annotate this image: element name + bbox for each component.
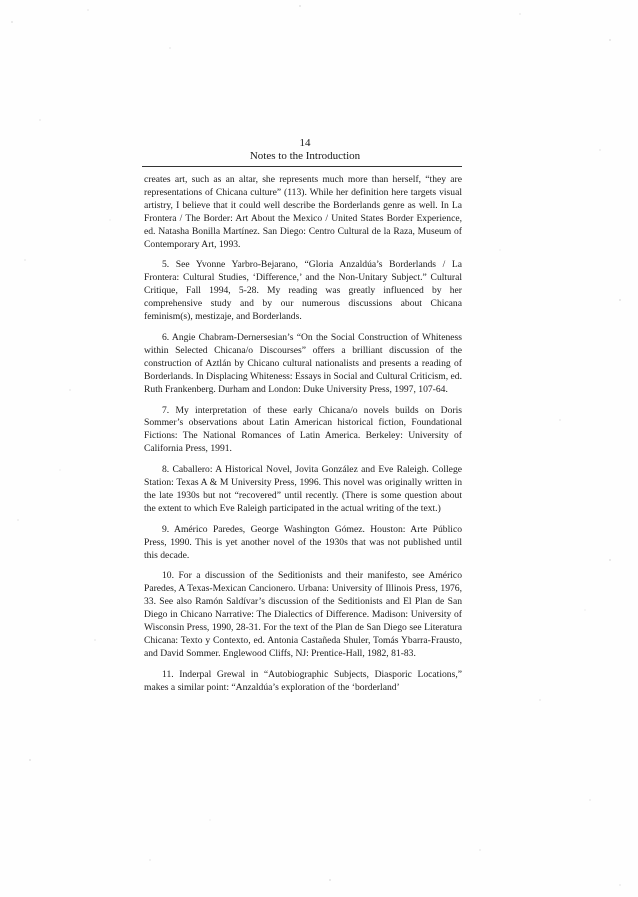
note-10: 10. For a discussion of the Seditionists and their manifesto, see Américo Paredes, A Texas-Mexican Cancionero. Urbana: University of Illinois Press, 1976, 33. See also Ramón Saldívar’s discussion of the Seditionists and El Plan de San Diego in Chicano Narrative: The Dialectics of Difference. Madison: University of Wisconsin Press, 1990, 28-31. For the text of the Plan de San Diego see Literatura Chicana: Texto y Contexto, ed. Antonia Castañeda Shuler, Tomás Ybarra-Frausto, and David Sommer. Englewood Cliffs, NJ: Prentice-Hall, 1982, 81-83. — [144, 570, 462, 659]
header-rule — [142, 166, 462, 167]
note-7: 7. My interpretation of these early Chicana/o novels builds on Doris Sommer’s observations about Latin American historical fiction, Foundational Fictions: The National Romances of Latin America. Berkeley: University of California Press, 1991. — [144, 404, 462, 455]
running-title: Notes to the Introduction — [249, 150, 361, 162]
note-5: 5. See Yvonne Yarbro-Bejarano, “Gloria Anzaldúa’s Borderlands / La Frontera: Cultural Studies, ‘Difference,’ and the Non-Unitary Subject.” Cultural Critique, Fall 1994, 5-28. My reading was greatly influenced by her comprehensive study and by our numerous discussions about Chicana feminism(s), mestizaje, and Borderlands. — [144, 259, 462, 323]
note-11: 11. Inderpal Grewal in “Autobiographic Subjects, Diasporic Locations,” makes a similar point: “Anzaldúa’s exploration of the ‘borderland’ — [144, 668, 462, 693]
page-number: 14 — [299, 137, 311, 149]
page-header — [150, 137, 460, 163]
note-8: 8. Caballero: A Historical Novel, Jovita González and Eve Raleigh. College Station: Texas A & M University Press, 1996. This novel was originally written in the late 1930s but not “recovered” until recently. (There is some question about the extent to which Eve Raleigh participated in the actual writing of the text.) — [144, 464, 462, 514]
notes-body — [144, 174, 462, 703]
note-9: 9. Américo Paredes, George Washington Gómez. Houston: Arte Público Press, 1990. This is yet another novel of the 1930s that was not published until this decade. — [144, 523, 462, 561]
note-continuation: creates art, such as an altar, she represents much more than herself, “they are representations of Chicana culture” (113). While her definition here targets visual artistry, I believe that it could well describe the Borderlands genre as well. In La Frontera / The Border: Art About the Mexico / United States Border Experience, ed. Natasha Bonilla Martínez. San Diego: Centro Cultural de la Raza, Museum of Contemporary Art, 1993. — [144, 174, 462, 250]
note-6: 6. Angie Chabram-Dernersesian’s “On the Social Construction of Whiteness within Selected Chicana/o Discourses” offers a brilliant discussion of the construction of Aztlán by Chicano cultural nationalists and presents a reading of Borderlands. In Displacing Whiteness: Essays in Social and Cultural Criticism, ed. Ruth Frankenberg. Durham and London: Duke University Press, 1997, 107-64. — [144, 331, 462, 395]
